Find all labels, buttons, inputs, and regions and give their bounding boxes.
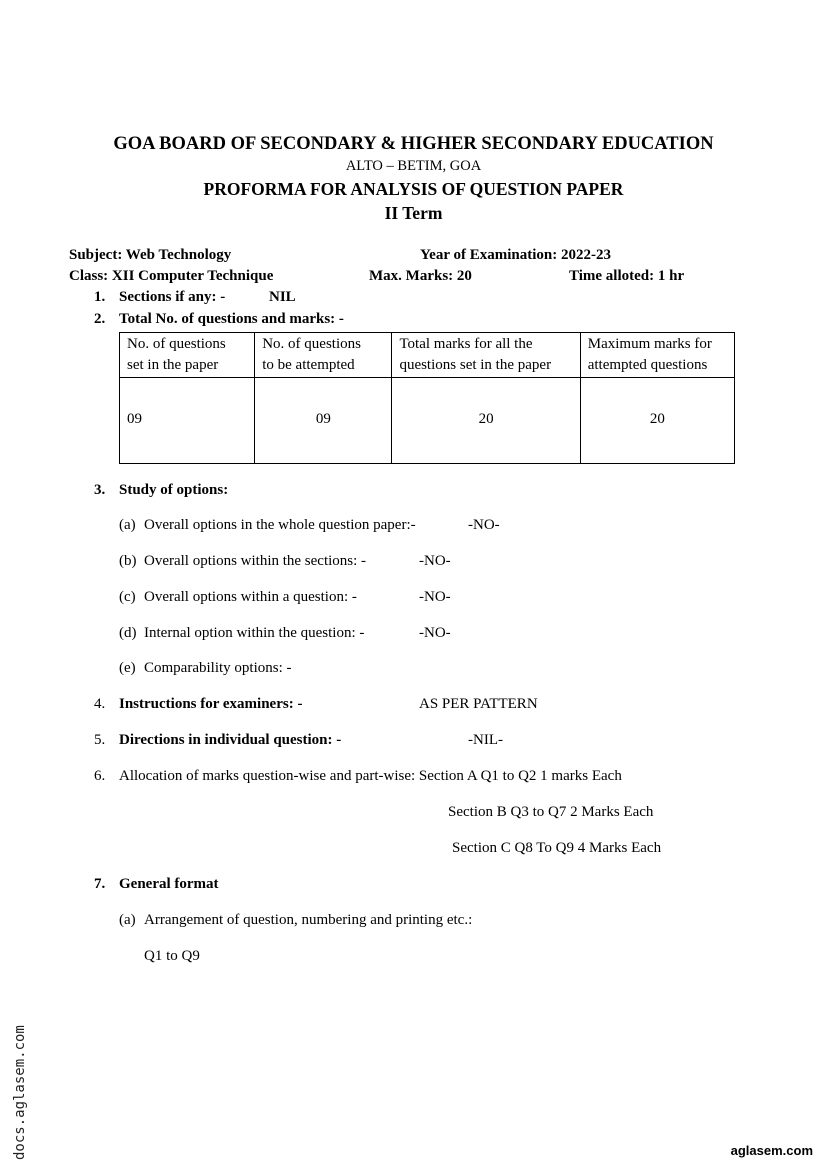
- header-line: Maximum marks for: [587, 336, 712, 352]
- side-watermark: docs.aglasem.com: [12, 1025, 28, 1160]
- board-title: GOA BOARD OF SECONDARY & HIGHER SECONDARY EDUCATION: [113, 134, 714, 154]
- item-2-label: Total No. of questions and marks: -: [119, 311, 344, 327]
- table-header-cell: [120, 333, 255, 378]
- header-line: questions set in the paper: [399, 357, 552, 373]
- header-line: to be attempted: [262, 357, 355, 373]
- table-cell: 09: [255, 378, 392, 464]
- item-7-number: 7.: [94, 876, 106, 892]
- term-label: II Term: [384, 203, 443, 223]
- item-5-value: -NIL-: [468, 732, 503, 748]
- option-a-text: Overall options in the whole question paper:-: [144, 517, 416, 533]
- item-2-number: 2.: [94, 311, 106, 327]
- header-line: attempted questions: [587, 357, 708, 373]
- item-1-label: Sections if any: -: [119, 289, 226, 305]
- option-d-value: -NO-: [419, 625, 451, 641]
- option-a-value: -NO-: [468, 517, 500, 533]
- item-4-label: Instructions for examiners: -: [119, 696, 303, 712]
- item-3-label: Study of options:: [119, 482, 229, 498]
- option-c-text: Overall options within a question: -: [144, 589, 357, 605]
- board-location: ALTO – BETIM, GOA: [345, 158, 482, 174]
- item-5-label: Directions in individual question: -: [119, 732, 342, 748]
- option-e-text: Comparability options: -: [144, 660, 292, 676]
- year-label: Year of Examination: 2022-23: [420, 247, 611, 263]
- item-6-line-3: Section C Q8 To Q9 4 Marks Each: [452, 840, 662, 856]
- item-1-number: 1.: [94, 289, 106, 305]
- option-d-text: Internal option within the question: -: [144, 625, 365, 641]
- proforma-title: PROFORMA FOR ANALYSIS OF QUESTION PAPER: [203, 179, 624, 199]
- option-d-number: (d): [119, 625, 137, 641]
- format-a-value: Q1 to Q9: [144, 948, 200, 964]
- table-cell: 20: [392, 378, 580, 464]
- header-line: set in the paper: [127, 357, 219, 373]
- questions-marks-table: [119, 332, 735, 464]
- max-marks-label: Max. Marks: 20: [369, 268, 472, 284]
- class-label: Class: XII Computer Technique: [69, 268, 274, 284]
- table-header-cell: [392, 333, 580, 378]
- option-c-value: -NO-: [419, 589, 451, 605]
- item-7-label: General format: [119, 876, 219, 892]
- item-3-number: 3.: [94, 482, 106, 498]
- option-b-text: Overall options within the sections: -: [144, 553, 367, 569]
- table-cell: 20: [580, 378, 734, 464]
- header-line: No. of questions: [127, 336, 226, 352]
- item-4-number: 4.: [94, 696, 106, 712]
- format-a-text: Arrangement of question, numbering and printing etc.:: [144, 912, 473, 928]
- time-label: Time alloted: 1 hr: [569, 268, 685, 284]
- option-c-number: (c): [119, 589, 136, 605]
- item-1-value: NIL: [269, 289, 296, 305]
- item-5-number: 5.: [94, 732, 106, 748]
- format-a-number: (a): [119, 912, 136, 928]
- header-line: No. of questions: [262, 336, 361, 352]
- item-6-line-2: Section B Q3 to Q7 2 Marks Each: [448, 804, 654, 820]
- item-4-value: AS PER PATTERN: [419, 696, 538, 712]
- table-header-cell: [255, 333, 392, 378]
- option-b-number: (b): [119, 553, 137, 569]
- option-a-number: (a): [119, 517, 136, 533]
- header-line: Total marks for all the: [399, 336, 533, 352]
- brand-logo-text[interactable]: aglasem.com: [730, 1143, 813, 1158]
- table-header-row: [120, 333, 735, 378]
- option-e-number: (e): [119, 660, 136, 676]
- item-6-number: 6.: [94, 768, 106, 784]
- table-row: [120, 378, 735, 464]
- table-cell: 09: [120, 378, 255, 464]
- table-header-cell: [580, 333, 734, 378]
- item-6-line-1: Allocation of marks question-wise and part-wise: Section A Q1 to Q2 1 marks Each: [119, 768, 622, 784]
- option-b-value: -NO-: [419, 553, 451, 569]
- subject-label: Subject: Web Technology: [69, 247, 232, 263]
